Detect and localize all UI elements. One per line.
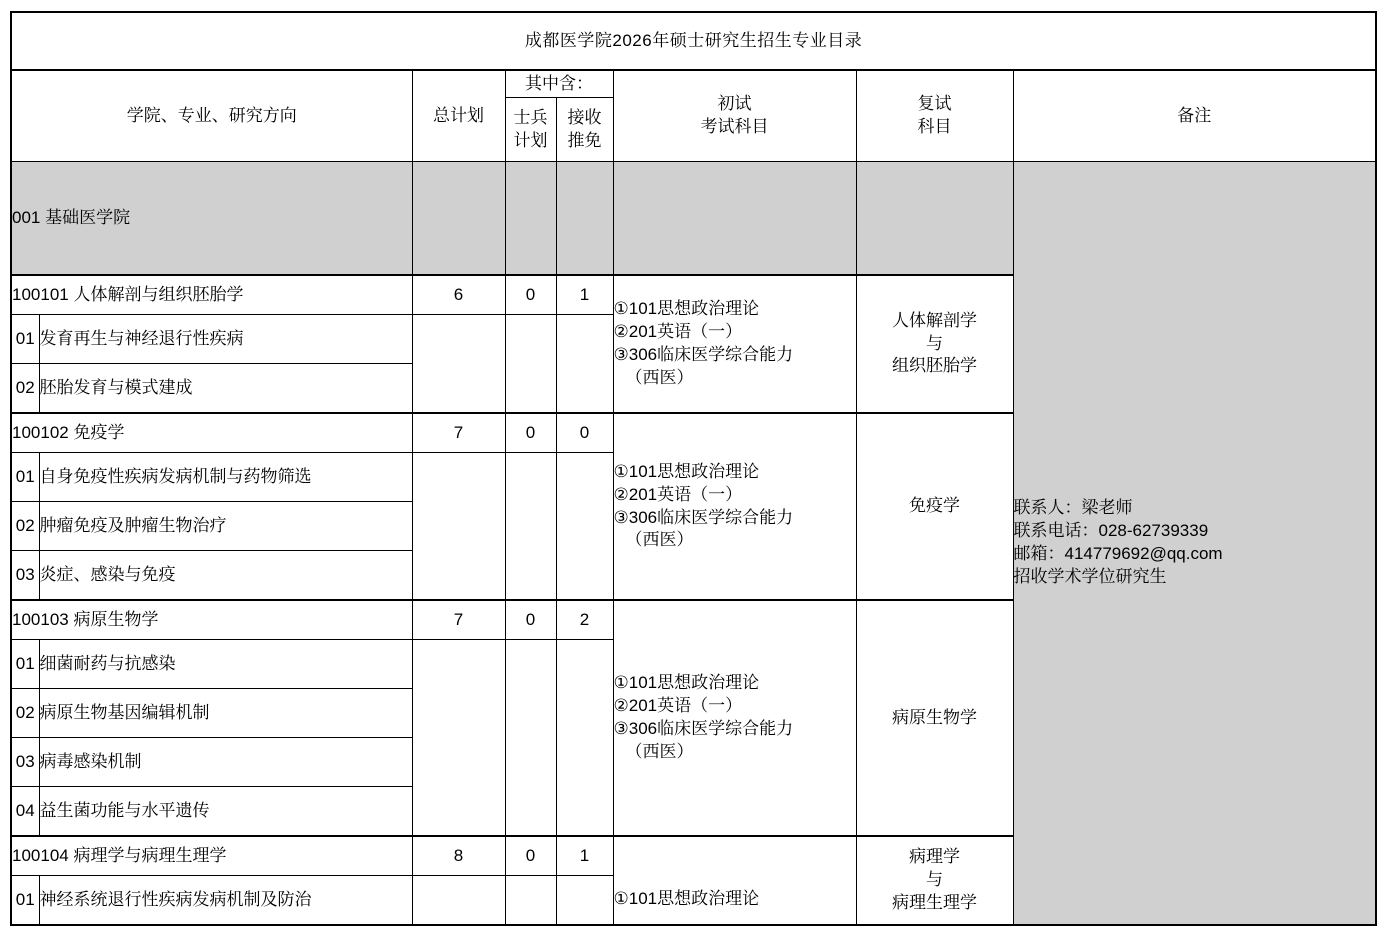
major-total-plan: 6 — [412, 275, 505, 315]
department-exempt-blank — [556, 162, 613, 276]
retest-subject-line: 与 — [926, 333, 943, 353]
column-header-retest — [856, 70, 1013, 162]
major-exam-subjects — [613, 413, 856, 600]
exam-subject-line: ③306临床医学综合能力 — [613, 345, 794, 364]
remark-degree-type: 招收学术学位研究生 — [1013, 566, 1167, 586]
direction-exempt-blank — [556, 315, 613, 414]
exam-subject-line: （西医） — [625, 530, 694, 550]
column-header-remark: 备注 — [1013, 70, 1376, 162]
direction-name: 益生菌功能与水平遗传 — [39, 787, 412, 837]
retest-line-2: 科目 — [917, 117, 952, 136]
exam-subject-line: ②201英语（一） — [613, 322, 743, 342]
major-soldier-plan: 0 — [505, 413, 556, 453]
department-soldier-plan-blank — [505, 162, 556, 276]
major-retest-subjects — [856, 836, 1013, 925]
direction-index: 01 — [11, 876, 39, 926]
major-soldier-plan: 0 — [505, 275, 556, 315]
direction-index: 02 — [11, 689, 39, 738]
direction-name: 自身免疫性疾病发病机制与药物筛选 — [39, 453, 412, 502]
retest-subject-line: 与 — [926, 870, 943, 890]
direction-index: 01 — [11, 453, 39, 502]
major-total-plan: 7 — [412, 600, 505, 640]
exam-subject-line: ①101思想政治理论 — [613, 461, 760, 481]
major-soldier-plan: 0 — [505, 836, 556, 876]
direction-index: 01 — [11, 640, 39, 689]
major-soldier-plan: 0 — [505, 600, 556, 640]
department-name: 001 基础医学院 — [11, 162, 412, 276]
major-exempt: 0 — [556, 413, 613, 453]
direction-index: 02 — [11, 502, 39, 551]
exam-subject-line: （西医） — [625, 741, 694, 761]
direction-name: 胚胎发育与模式建成 — [39, 364, 412, 414]
major-exam-subjects — [613, 600, 856, 836]
department-header-row — [11, 162, 1376, 276]
direction-index: 03 — [11, 738, 39, 787]
major-exempt: 1 — [556, 836, 613, 876]
direction-name: 神经系统退行性疾病发病机制及防治 — [39, 876, 412, 926]
remark-contact-person: 联系人：梁老师 — [1013, 498, 1133, 518]
first-exam-line-1: 初试 — [717, 94, 752, 114]
exam-subject-line: ③306临床医学综合能力 — [613, 507, 794, 527]
exam-subject-line: ①101思想政治理论 — [613, 299, 760, 319]
column-header-program: 学院、专业、研究方向 — [11, 70, 412, 162]
major-exam-subjects — [613, 836, 856, 925]
direction-exempt-blank — [556, 453, 613, 601]
department-total-plan-blank — [412, 162, 505, 276]
direction-total-plan-blank — [412, 453, 505, 601]
direction-index: 03 — [11, 551, 39, 601]
exam-subject-line: （西医） — [625, 367, 694, 387]
major-retest-subjects — [856, 600, 1013, 836]
remark-contact-email: 邮箱：414779692@qq.com — [1013, 544, 1223, 563]
major-exempt: 2 — [556, 600, 613, 640]
column-header-exempt-admission — [556, 98, 613, 162]
direction-soldier-plan-blank — [505, 876, 556, 926]
direction-total-plan-blank — [412, 315, 505, 414]
retest-line-1: 复试 — [917, 94, 952, 114]
major-name: 100101 人体解剖与组织胚胎学 — [11, 275, 412, 315]
direction-name: 发育再生与神经退行性疾病 — [39, 315, 412, 364]
retest-subject-line: 病理生理学 — [892, 892, 977, 912]
exam-subject-line: ①101思想政治理论 — [613, 889, 760, 909]
exempt-line-1: 接收 — [567, 107, 602, 127]
soldier-plan-line-1: 士兵 — [513, 107, 548, 127]
admissions-catalog-table — [10, 11, 1377, 926]
major-retest-subjects — [856, 413, 1013, 600]
department-remark — [1013, 162, 1376, 926]
direction-name: 细菌耐药与抗感染 — [39, 640, 412, 689]
first-exam-line-2: 考试科目 — [700, 117, 769, 136]
column-header-total-plan: 总计划 — [412, 70, 505, 162]
column-header-soldier-plan — [505, 98, 556, 162]
soldier-plan-line-2: 计划 — [513, 130, 548, 150]
major-name: 100103 病原生物学 — [11, 600, 412, 640]
retest-subject-line: 组织胚胎学 — [892, 356, 977, 376]
direction-name: 炎症、感染与免疫 — [39, 551, 412, 601]
retest-subject-line: 人体解剖学 — [892, 310, 977, 330]
direction-total-plan-blank — [412, 640, 505, 837]
major-name: 100104 病理学与病理生理学 — [11, 836, 412, 876]
title-row — [11, 12, 1376, 70]
header-row-top — [11, 70, 1376, 98]
direction-name: 病原生物基因编辑机制 — [39, 689, 412, 738]
direction-total-plan-blank — [412, 876, 505, 926]
direction-exempt-blank — [556, 876, 613, 926]
column-header-first-exam — [613, 70, 856, 162]
direction-soldier-plan-blank — [505, 453, 556, 601]
page-title: 成都医学院2026年硕士研究生招生专业目录 — [11, 12, 1376, 70]
exam-subject-line: ②201英语（一） — [613, 484, 743, 504]
major-exam-subjects — [613, 275, 856, 413]
direction-exempt-blank — [556, 640, 613, 837]
direction-soldier-plan-blank — [505, 315, 556, 414]
retest-subject-line: 免疫学 — [909, 496, 960, 516]
major-total-plan: 7 — [412, 413, 505, 453]
direction-name: 肿瘤免疫及肿瘤生物治疗 — [39, 502, 412, 551]
major-name: 100102 免疫学 — [11, 413, 412, 453]
direction-index: 01 — [11, 315, 39, 364]
direction-name: 病毒感染机制 — [39, 738, 412, 787]
exempt-line-2: 推免 — [567, 130, 602, 150]
exam-subject-line: ②201英语（一） — [613, 696, 743, 716]
major-total-plan: 8 — [412, 836, 505, 876]
retest-subject-line: 病理学 — [909, 847, 960, 867]
remark-contact-phone: 联系电话：028-62739339 — [1013, 521, 1209, 541]
major-retest-subjects — [856, 275, 1013, 413]
direction-soldier-plan-blank — [505, 640, 556, 837]
department-exam-blank — [613, 162, 856, 276]
exam-subject-line: ③306临床医学综合能力 — [613, 719, 794, 738]
major-exempt: 1 — [556, 275, 613, 315]
direction-index: 02 — [11, 364, 39, 414]
column-header-includes: 其中含： — [505, 70, 613, 98]
exam-subject-line: ①101思想政治理论 — [613, 673, 760, 693]
direction-index: 04 — [11, 787, 39, 837]
retest-subject-line: 病原生物学 — [892, 707, 977, 727]
department-retest-blank — [856, 162, 1013, 276]
